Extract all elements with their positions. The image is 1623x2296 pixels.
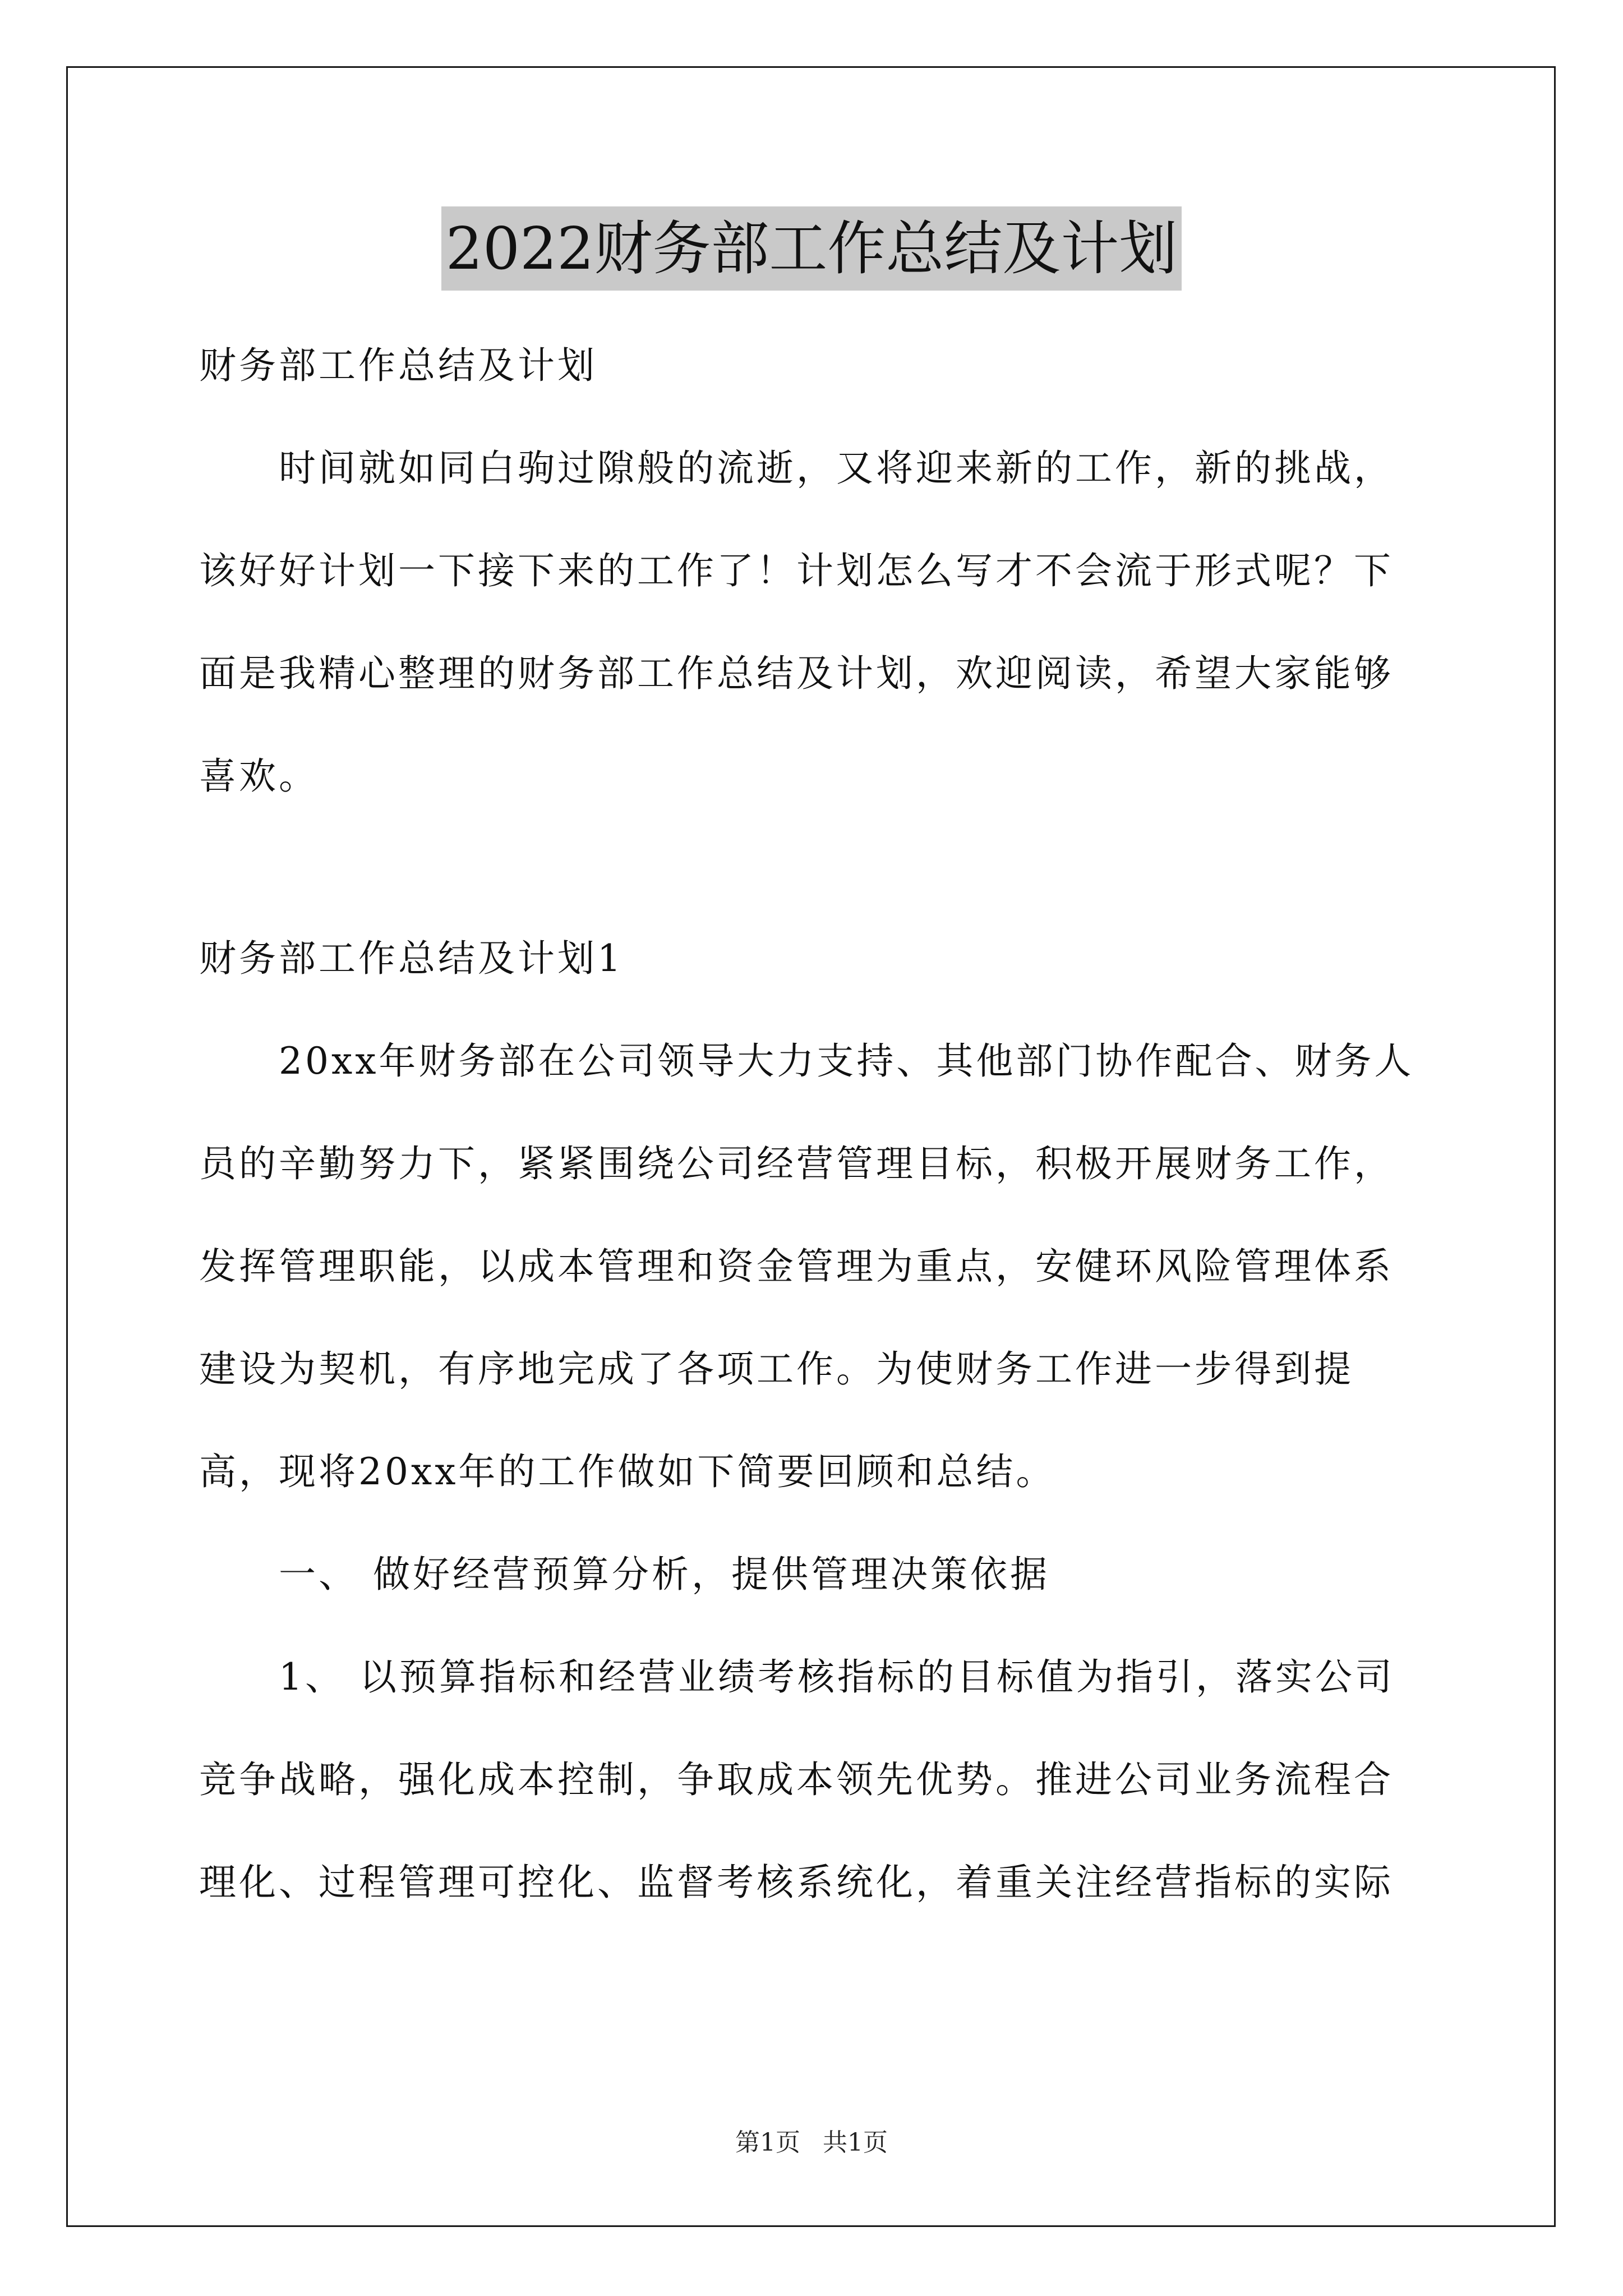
document-title: 2022财务部工作总结及计划: [441, 206, 1182, 291]
intro-paragraph: 时间就如同白驹过隙般的流逝，又将迎来新的工作，新的挑战，该好好计划一下接下来的工作了！计划怎么写才不会流于形式呢？下面是我精心整理的财务部工作总结及计划，欢迎阅读，希望大家能够喜欢。: [199, 447, 1394, 798]
point-paragraph: 1、 以预算指标和经营业绩考核指标的目标值为指引，落实公司竞争战略，强化成本控制，争取成本领先优势。推进公司业务流程合理化、过程管理可控化、监督考核系统化，着重关注经营指标的实际: [199, 1655, 1395, 1904]
section-heading: 财务部工作总结及计划1: [199, 937, 624, 980]
document-subtitle: 财务部工作总结及计划: [199, 344, 597, 387]
point-heading: 一、 做好经营预算分析，提供管理决策依据: [279, 1553, 1050, 1596]
document-title-block: [0, 206, 1623, 291]
page-number: 第1页: [735, 2128, 800, 2157]
section-paragraph: 20xx年财务部在公司领导大力支持、其他部门协作配合、财务人员的辛勤努力下，紧紧围绕公司经营管理目标，积极开展财务工作，发挥管理职能，以成本管理和资金管理为重点，安健环风险管理体系建设为契机，有序地完成了各项工作。为使财务工作进一步得到提高，现将20xx年的工作做如下简要回顾和总结。: [199, 1039, 1414, 1493]
paragraph-gap: [199, 827, 1433, 907]
page-footer: [0, 2126, 1623, 2160]
document-body: [199, 314, 1433, 1934]
page-total: 共1页: [823, 2128, 888, 2157]
